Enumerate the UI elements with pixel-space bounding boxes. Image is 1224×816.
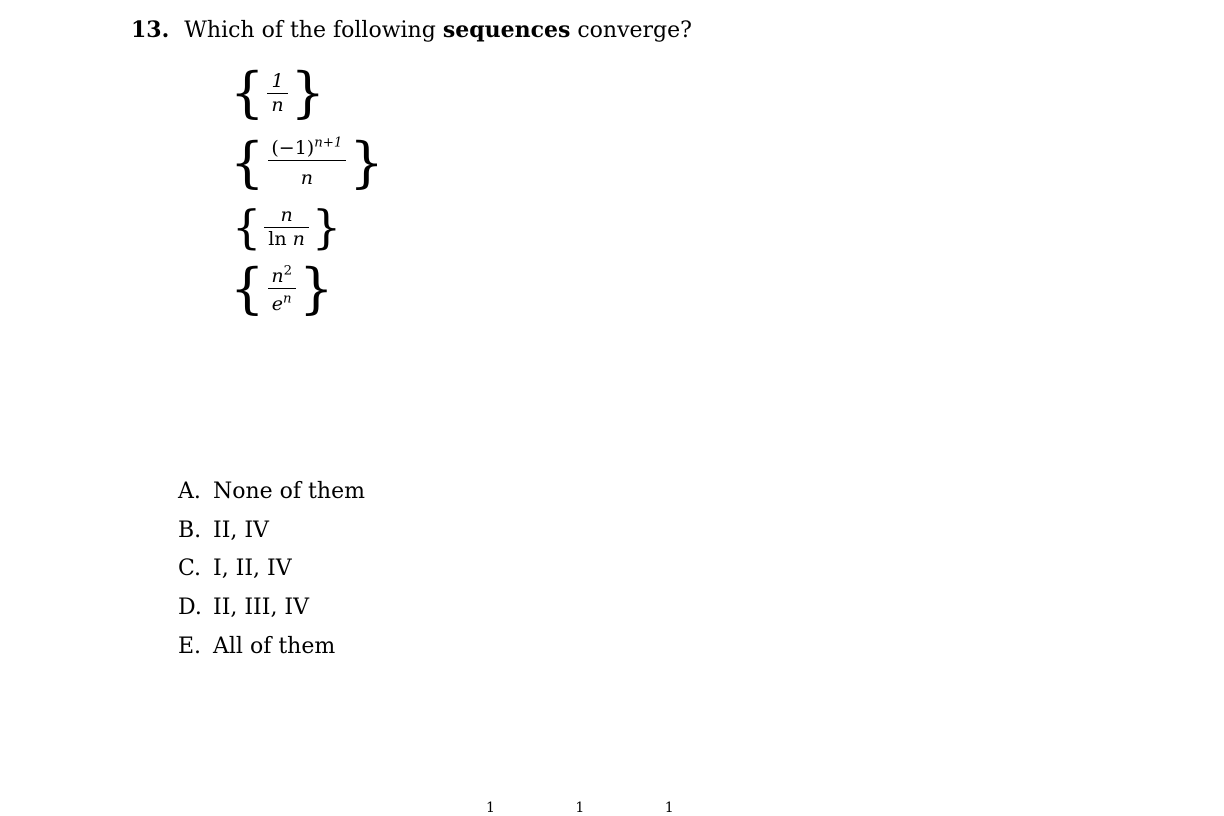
answer-choice-c[interactable] [178, 553, 365, 592]
sequence-expression [230, 61, 325, 124]
right-brace: } [299, 257, 334, 320]
sequence-item-4 [0, 257, 334, 326]
denominator-variable: n [292, 227, 305, 250]
numerator-exponent: 2 [283, 263, 293, 279]
choice-text: I, II, IV [213, 556, 292, 582]
sequence-item-3 [0, 200, 342, 260]
answer-choice-a[interactable] [178, 476, 365, 515]
denominator: n [267, 93, 287, 115]
left-brace: { [230, 61, 265, 124]
numerator-exponent: n+1 [314, 135, 343, 151]
sequence-expression [230, 257, 334, 320]
left-brace: { [230, 131, 265, 194]
sequence-item-2 [0, 131, 400, 200]
choice-letter: C. [178, 556, 202, 582]
sequence-expression [232, 200, 342, 254]
fraction [267, 265, 296, 314]
choice-text: II, IV [213, 517, 269, 543]
answer-choice-b[interactable] [178, 515, 365, 554]
choice-text: All of them [213, 633, 336, 659]
numerator [267, 265, 296, 288]
denominator-exponent: n [283, 291, 292, 307]
choice-text: II, III, IV [213, 595, 310, 621]
numerator: 1 [271, 69, 284, 92]
fraction [267, 135, 346, 189]
left-brace: { [232, 200, 262, 254]
answer-choice-d[interactable] [178, 592, 365, 631]
question-text-before: Which of the following [184, 18, 436, 43]
denominator-function: ln [268, 227, 287, 250]
choice-letter: A. [178, 479, 201, 504]
right-brace: } [290, 61, 325, 124]
numerator-base: (−1) [271, 136, 315, 159]
cropped-next-question-fragment: 1 1 1 [486, 800, 712, 816]
sequence-expression [230, 131, 384, 194]
choice-text: None of them [213, 479, 365, 504]
question-text-bold: sequences [442, 17, 571, 43]
fraction [264, 203, 309, 250]
answer-choice-e[interactable] [178, 631, 365, 670]
denominator [268, 288, 296, 314]
fraction [267, 69, 287, 116]
choice-letter: E. [178, 633, 202, 659]
question-text-after: converge? [577, 18, 692, 43]
numerator-base: n [271, 264, 284, 287]
denominator: n [268, 160, 346, 188]
choice-letter: B. [178, 517, 202, 543]
denominator-base: e [271, 292, 284, 315]
choice-letter: D. [178, 595, 202, 621]
numerator [267, 135, 346, 160]
denominator [264, 227, 309, 249]
sequence-item-1 [0, 61, 325, 130]
right-brace: } [349, 131, 384, 194]
left-brace: { [230, 257, 265, 320]
numerator: n [280, 203, 293, 226]
question-prompt [131, 14, 692, 47]
question-number: 13. [131, 17, 170, 43]
answer-choices [178, 476, 365, 669]
right-brace: } [311, 200, 342, 254]
